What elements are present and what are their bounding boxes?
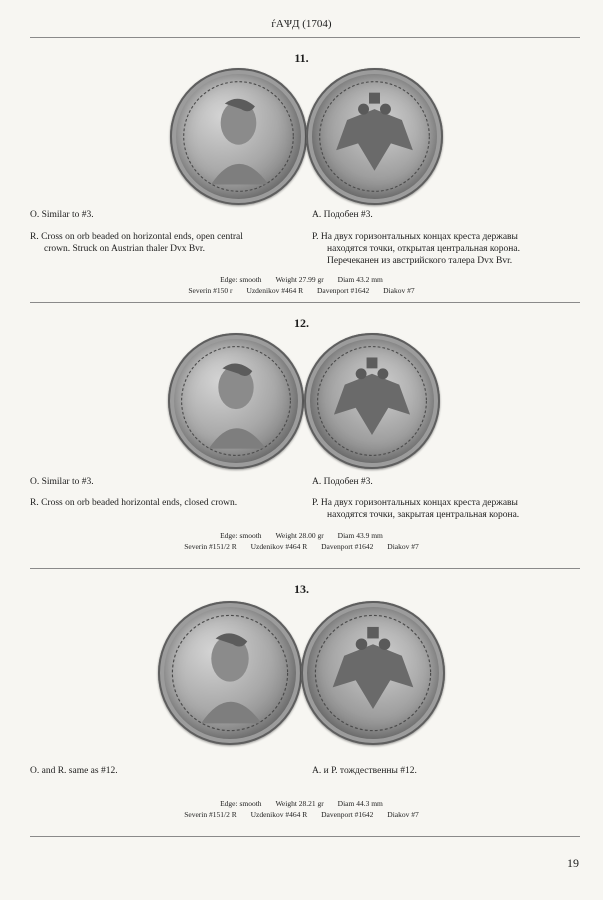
header-divider xyxy=(30,37,580,38)
obverse-reverse-description: O. and R. same as #12. xyxy=(30,766,118,776)
catalog-references xyxy=(0,285,603,296)
davenport-ref: Davenport #1642 xyxy=(321,810,374,819)
page-number: 19 xyxy=(567,856,579,870)
entry-number: 12. xyxy=(294,316,309,330)
footer-divider xyxy=(30,836,580,837)
reverse-description-ru-cont: находятся точки, закрытая центральная корона. xyxy=(327,510,520,520)
reverse-description-ru-cont: находятся точки, открытая центральная корона. xyxy=(327,244,520,254)
physical-specs xyxy=(0,274,603,285)
obverse-reverse-description-ru: А. и Р. тождественны #12. xyxy=(312,766,417,776)
physical-specs xyxy=(0,530,603,541)
weight-spec: Weight 28.00 gr xyxy=(275,531,324,540)
edge-spec: Edge: smooth xyxy=(220,275,262,284)
reverse-description-cont: crown. Struck on Austrian thaler Dvx Bvr. xyxy=(44,244,205,254)
uzdenikov-ref: Uzdenikov #464 R xyxy=(250,542,308,551)
diameter-spec: Diam 44.3 mm xyxy=(337,799,383,808)
severin-ref: Severin #151/2 R xyxy=(184,542,237,551)
diameter-spec: Diam 43.9 mm xyxy=(337,531,383,540)
severin-ref: Severin #151/2 R xyxy=(184,810,237,819)
coin-obverse-image xyxy=(158,601,302,745)
reverse-description: R. Cross on orb beaded on horizontal ends, open central xyxy=(30,232,243,242)
entry-number: 13. xyxy=(294,582,309,596)
reverse-description-ru: Р. На двух горизонтальных концах креста державы xyxy=(312,232,518,242)
obverse-description: O. Similar to #3. xyxy=(30,210,94,220)
coin-reverse-image xyxy=(301,601,445,745)
reverse-description-ru: Р. На двух горизонтальных концах креста державы xyxy=(312,498,518,508)
diameter-spec: Diam 43.2 mm xyxy=(337,275,383,284)
uzdenikov-ref: Uzdenikov #464 R xyxy=(250,810,308,819)
entry-divider xyxy=(30,302,580,303)
diakov-ref: Diakov #7 xyxy=(387,810,419,819)
weight-spec: Weight 27.99 gr xyxy=(275,275,324,284)
weight-spec: Weight 28.21 gr xyxy=(275,799,324,808)
edge-spec: Edge: smooth xyxy=(220,799,262,808)
davenport-ref: Davenport #1642 xyxy=(321,542,374,551)
catalog-references xyxy=(0,809,603,820)
edge-spec: Edge: smooth xyxy=(220,531,262,540)
entry-number: 11. xyxy=(294,51,309,65)
physical-specs xyxy=(0,798,603,809)
reverse-description: R. Cross on orb beaded horizontal ends, closed crown. xyxy=(30,498,238,508)
obverse-description-ru: А. Подобен #3. xyxy=(312,477,373,487)
coin-obverse-image xyxy=(170,68,307,205)
uzdenikov-ref: Uzdenikov #464 R xyxy=(246,286,304,295)
davenport-ref: Davenport #1642 xyxy=(316,286,370,295)
obverse-description-ru: А. Подобен #3. xyxy=(312,210,373,220)
entry-divider xyxy=(30,568,580,569)
diakov-ref: Diakov #7 xyxy=(383,286,415,295)
catalog-references xyxy=(0,541,603,552)
severin-ref: Severin #150 r xyxy=(188,286,233,295)
diakov-ref: Diakov #7 xyxy=(387,542,419,551)
coin-reverse-image xyxy=(304,333,440,469)
obverse-description: O. Similar to #3. xyxy=(30,477,94,487)
reverse-description-ru-cont: Перечеканен из австрийского талера Dvx Bvr. xyxy=(327,256,513,266)
coin-reverse-image xyxy=(306,68,443,205)
coin-obverse-image xyxy=(168,333,304,469)
running-header: ѓАѰД (1704) xyxy=(271,18,332,30)
